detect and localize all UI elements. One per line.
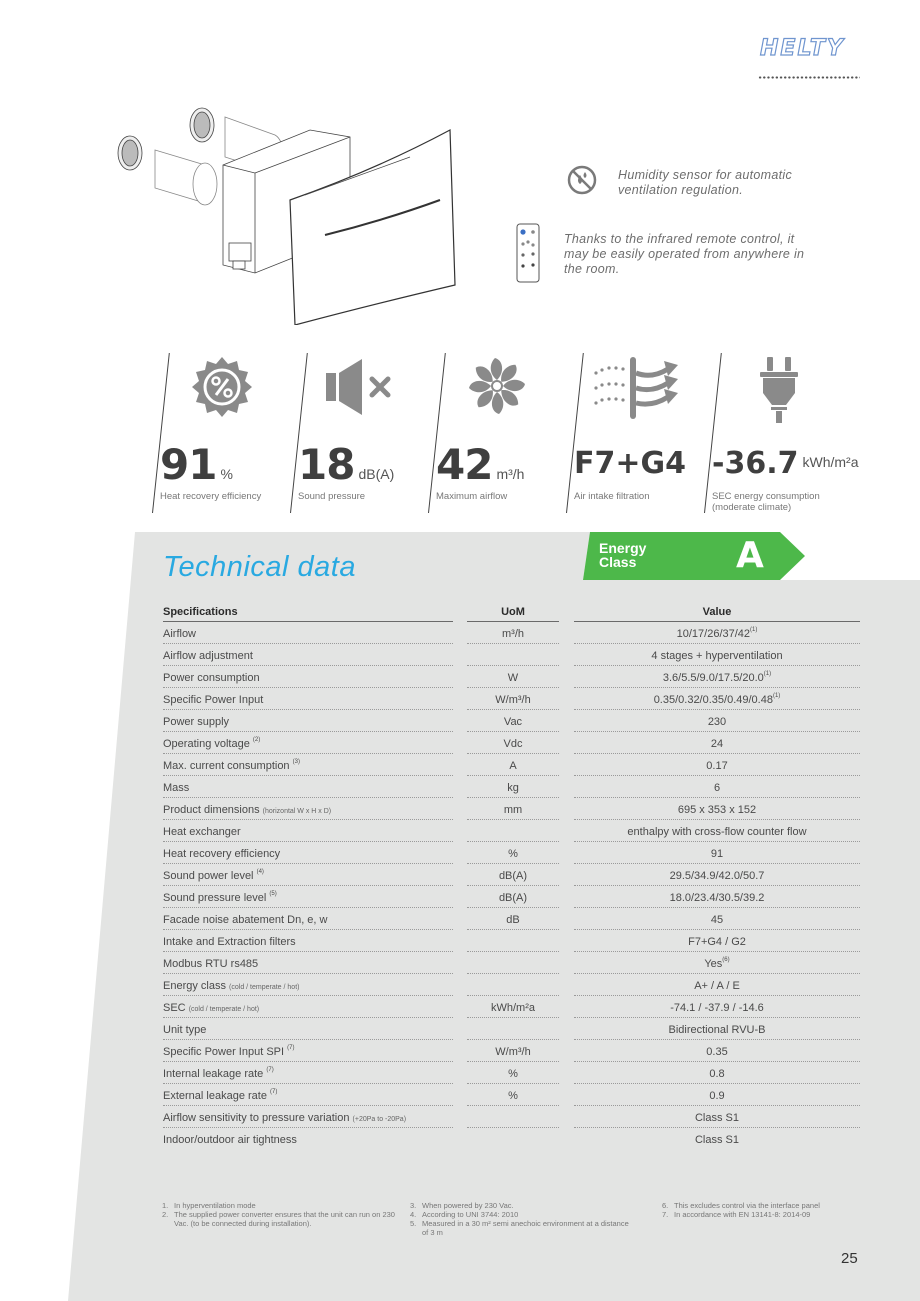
spec-value: 0.35 xyxy=(706,1045,728,1058)
footnote-ref: (6) xyxy=(722,956,730,963)
divider xyxy=(704,353,722,513)
spec-value: A+ / A / E xyxy=(694,979,740,992)
power-plug-icon xyxy=(756,355,802,427)
stat-value: 42 xyxy=(436,440,493,489)
uom-cell: m³/h xyxy=(467,622,559,644)
column-gap xyxy=(453,1128,467,1150)
table-row xyxy=(163,1084,860,1106)
value-cell xyxy=(574,1018,860,1040)
speaker-mute-icon xyxy=(322,355,398,419)
spec-value: Class S1 xyxy=(694,1134,740,1146)
spec-name: Heat recovery efficiency xyxy=(163,847,281,860)
spec-name-cell xyxy=(163,930,453,952)
value-cell xyxy=(574,886,860,908)
stat-unit: m³/h xyxy=(496,466,525,482)
header-specifications: Specifications xyxy=(163,602,453,622)
spec-value: enthalpy with cross-flow counter flow xyxy=(627,825,807,838)
column-gap xyxy=(559,798,574,820)
column-gap xyxy=(453,776,467,798)
uom-cell xyxy=(467,1106,559,1128)
divider xyxy=(428,353,446,513)
uom-cell: dB xyxy=(467,908,559,930)
footnotes-column-1 xyxy=(162,1201,397,1228)
spec-name-cell xyxy=(163,842,453,864)
energy-class-badge xyxy=(583,532,805,580)
spec-name: Specific Power Input xyxy=(163,693,264,706)
spec-value: Class S1 xyxy=(694,1111,740,1124)
table-row xyxy=(163,864,860,886)
feature-remote-control xyxy=(514,222,814,286)
column-gap xyxy=(559,864,574,886)
value-cell xyxy=(574,776,860,798)
column-gap xyxy=(453,952,467,974)
product-illustration xyxy=(105,95,475,325)
value-cell xyxy=(574,798,860,820)
column-gap xyxy=(559,776,574,798)
value-cell xyxy=(574,1084,860,1106)
spec-value: 0.9 xyxy=(709,1089,725,1102)
spec-name-cell xyxy=(163,974,453,996)
column-gap xyxy=(559,1128,574,1150)
footnote xyxy=(410,1219,630,1237)
table-row xyxy=(163,732,860,754)
stat-label: SEC energy consumption (moderate climate) xyxy=(712,491,820,513)
spec-name: Heat exchanger xyxy=(163,825,241,838)
column-gap xyxy=(453,1062,467,1084)
value-cell xyxy=(574,930,860,952)
uom-cell xyxy=(467,1018,559,1040)
stat-label: Air intake filtration xyxy=(574,491,650,502)
spec-name: Power supply xyxy=(163,715,230,728)
spec-name-cell xyxy=(163,1084,453,1106)
spec-name-cell xyxy=(163,908,453,930)
spec-value: -74.1 / -37.9 / -14.6 xyxy=(670,1001,764,1014)
footnote-number: 4. xyxy=(410,1210,417,1219)
uom-cell xyxy=(467,974,559,996)
footnote xyxy=(662,1201,862,1210)
spec-name: Operating voltage xyxy=(163,737,250,750)
column-gap xyxy=(453,908,467,930)
stat-unit: % xyxy=(220,466,233,482)
table-row xyxy=(163,820,860,842)
uom-cell: W/m³/h xyxy=(467,1040,559,1062)
percent-badge-icon xyxy=(190,355,254,419)
table-row xyxy=(163,1062,860,1084)
column-gap xyxy=(559,820,574,842)
footnote-number: 5. xyxy=(410,1219,417,1228)
divider xyxy=(566,353,584,513)
air-filter-icon xyxy=(592,355,682,421)
column-gap xyxy=(453,622,467,644)
spec-name-cell xyxy=(163,754,453,776)
uom-cell xyxy=(467,1128,559,1150)
spec-name-cell xyxy=(163,820,453,842)
column-gap xyxy=(559,602,574,622)
spec-name-cell xyxy=(163,996,453,1018)
table-header-row xyxy=(163,602,860,622)
section-title: Technical data xyxy=(163,551,356,583)
spec-name: Energy class xyxy=(163,979,226,992)
column-gap xyxy=(453,602,467,622)
uom-cell xyxy=(467,644,559,666)
value-cell xyxy=(574,952,860,974)
spec-name-cell xyxy=(163,952,453,974)
column-gap xyxy=(453,754,467,776)
header-value: Value xyxy=(574,602,860,622)
footnote-ref: (3) xyxy=(292,758,300,765)
column-gap xyxy=(453,842,467,864)
spec-name-cell xyxy=(163,798,453,820)
specifications-body xyxy=(163,622,860,1150)
column-gap xyxy=(559,1040,574,1062)
column-gap xyxy=(453,1018,467,1040)
logo-dotted-rule xyxy=(758,76,860,79)
spec-value: 45 xyxy=(710,913,724,926)
table-row xyxy=(163,952,860,974)
spec-name-cell xyxy=(163,886,453,908)
spec-name-cell xyxy=(163,1128,453,1150)
value-cell xyxy=(574,754,860,776)
footnote-ref: (1) xyxy=(763,670,772,677)
energy-class-value: A xyxy=(736,535,764,576)
footnote-text: This excludes control via the interface panel xyxy=(674,1201,820,1210)
column-gap xyxy=(559,886,574,908)
footnote xyxy=(410,1201,630,1210)
feature-text: Humidity sensor for automatic ventilation regulation. xyxy=(618,168,793,197)
spec-name: Max. current consumption xyxy=(163,759,290,772)
feature-humidity-sensor xyxy=(566,158,838,198)
spec-name: Power consumption xyxy=(163,671,260,684)
table-row xyxy=(163,908,860,930)
uom-cell: kg xyxy=(467,776,559,798)
uom-cell: W xyxy=(467,666,559,688)
helty-logo xyxy=(760,36,860,62)
column-gap xyxy=(559,1084,574,1106)
spec-name-cell xyxy=(163,732,453,754)
stat-value: -36.7 xyxy=(712,446,799,481)
divider xyxy=(152,353,170,513)
stat-label: Heat recovery efficiency xyxy=(160,491,262,502)
footnote-ref: (1) xyxy=(772,692,781,699)
stat-unit: dB(A) xyxy=(358,466,395,482)
value-cell xyxy=(574,622,860,644)
column-gap xyxy=(453,1084,467,1106)
uom-cell: mm xyxy=(467,798,559,820)
spec-name: Intake and Extraction filters xyxy=(163,935,296,948)
value-cell xyxy=(574,644,860,666)
uom-cell: % xyxy=(467,1062,559,1084)
table-row xyxy=(163,1128,860,1150)
uom-cell: Vdc xyxy=(467,732,559,754)
footnote-ref: (7) xyxy=(266,1066,274,1073)
value-cell xyxy=(574,820,860,842)
logo-text: HELTY xyxy=(760,36,845,61)
spec-value: 91 xyxy=(710,847,724,860)
column-gap xyxy=(559,1018,574,1040)
spec-name: Indoor/outdoor air tightness xyxy=(163,1134,297,1146)
remote-control-icon xyxy=(514,222,544,286)
value-cell xyxy=(574,1128,860,1150)
header-uom: UoM xyxy=(467,602,559,622)
energy-class-label xyxy=(599,541,646,569)
spec-name: Facade noise abatement Dn, e, w xyxy=(163,913,328,926)
column-gap xyxy=(559,622,574,644)
spec-name: Specific Power Input SPI xyxy=(163,1045,285,1058)
stat-value: 91 xyxy=(160,440,217,489)
value-cell xyxy=(574,1062,860,1084)
feature-text: Thanks to the infrared remote control, it may be easily operated from anywhere in the room. xyxy=(564,232,805,276)
spec-name-cell xyxy=(163,644,453,666)
footnote-text: When powered by 230 Vac. xyxy=(422,1201,514,1210)
value-cell xyxy=(574,996,860,1018)
footnote-text: Measured in a 30 m² semi anechoic environment at a distance of 3 m xyxy=(422,1219,629,1237)
spec-name-cell xyxy=(163,710,453,732)
footnote-number: 7. xyxy=(662,1210,669,1219)
spec-name-cell xyxy=(163,1018,453,1040)
column-gap xyxy=(559,908,574,930)
spec-value: 695 x 353 x 152 xyxy=(677,803,757,816)
footnote-ref: (7) xyxy=(270,1088,278,1095)
stat-label: Maximum airflow xyxy=(436,491,508,502)
column-gap xyxy=(559,1062,574,1084)
spec-name: Airflow xyxy=(163,627,197,640)
column-gap xyxy=(453,1040,467,1062)
spec-value: 6 xyxy=(713,781,721,794)
column-gap xyxy=(559,996,574,1018)
footnote xyxy=(662,1210,862,1219)
footnote-ref: (2) xyxy=(252,736,261,743)
spec-name: Mass xyxy=(163,781,190,794)
table-row xyxy=(163,776,860,798)
spec-note: (+20Pa to -20Pa) xyxy=(352,1115,407,1123)
footnotes-column-2 xyxy=(410,1201,630,1237)
table-row xyxy=(163,842,860,864)
footnote-number: 3. xyxy=(410,1201,417,1210)
table-row xyxy=(163,1018,860,1040)
page-number: 25 xyxy=(841,1250,858,1267)
spec-value: 24 xyxy=(710,737,724,750)
column-gap xyxy=(453,974,467,996)
spec-value: 0.8 xyxy=(709,1067,725,1080)
uom-cell: Vac xyxy=(467,710,559,732)
value-cell xyxy=(574,842,860,864)
spec-name: Modbus RTU rs485 xyxy=(163,957,259,970)
column-gap xyxy=(453,666,467,688)
spec-name-cell xyxy=(163,666,453,688)
footnote-text: In hyperventilation mode xyxy=(174,1201,256,1210)
table-row xyxy=(163,644,860,666)
stat-unit: kWh/m²a xyxy=(802,454,859,470)
column-gap xyxy=(453,886,467,908)
footnote-number: 1. xyxy=(162,1201,169,1210)
uom-cell: W/m³/h xyxy=(467,688,559,710)
table-row xyxy=(163,1106,860,1128)
value-cell xyxy=(574,908,860,930)
uom-cell xyxy=(467,952,559,974)
footnote-number: 6. xyxy=(662,1201,669,1210)
spec-name-cell xyxy=(163,1062,453,1084)
value-cell xyxy=(574,732,860,754)
column-gap xyxy=(559,666,574,688)
column-gap xyxy=(453,798,467,820)
footnote-text: The supplied power converter ensures that the unit can run on 230 Vac. (to be connected during installation). xyxy=(174,1210,395,1228)
humidity-sensor-icon xyxy=(566,158,598,198)
column-gap xyxy=(559,688,574,710)
column-gap xyxy=(453,930,467,952)
spec-note: (cold / temperate / hot) xyxy=(188,1005,260,1013)
table-row xyxy=(163,974,860,996)
spec-name: Sound pressure level xyxy=(163,891,267,904)
spec-value: 0.17 xyxy=(706,759,728,772)
value-cell xyxy=(574,666,860,688)
spec-note: (cold / temperate / hot) xyxy=(229,983,300,991)
column-gap xyxy=(559,710,574,732)
spec-value: 10/17/26/37/42 xyxy=(676,627,751,640)
value-cell xyxy=(574,974,860,996)
column-gap xyxy=(559,930,574,952)
spec-name-cell xyxy=(163,1040,453,1062)
table-row xyxy=(163,886,860,908)
spec-value: F7+G4 / G2 xyxy=(688,935,746,948)
spec-value: Bidirectional RVU-B xyxy=(668,1023,766,1036)
footnote-number: 2. xyxy=(162,1210,169,1219)
energy-label-line1: Energy xyxy=(599,540,647,556)
divider xyxy=(290,353,308,513)
spec-value: 3.6/5.5/9.0/17.5/20.0 xyxy=(662,671,764,684)
uom-cell: dB(A) xyxy=(467,886,559,908)
column-gap xyxy=(559,732,574,754)
spec-name: Internal leakage rate xyxy=(163,1067,264,1080)
key-stats xyxy=(0,345,920,520)
column-gap xyxy=(453,710,467,732)
energy-label-line2: Class xyxy=(599,554,637,570)
table-row xyxy=(163,754,860,776)
specifications-table xyxy=(163,602,860,1150)
uom-cell: dB(A) xyxy=(467,864,559,886)
uom-cell: % xyxy=(467,842,559,864)
spec-name: Sound power level xyxy=(163,869,254,882)
column-gap xyxy=(559,842,574,864)
spec-name-cell xyxy=(163,776,453,798)
table-row xyxy=(163,1040,860,1062)
spec-value: 0.35/0.32/0.35/0.49/0.48 xyxy=(653,693,773,706)
column-gap xyxy=(453,1106,467,1128)
stat-value: F7+G4 xyxy=(574,446,687,481)
column-gap xyxy=(453,820,467,842)
table-row xyxy=(163,666,860,688)
stat-value: 18 xyxy=(298,440,355,489)
footnote xyxy=(162,1210,397,1228)
value-cell xyxy=(574,1106,860,1128)
footnote-text: According to UNI 3744: 2010 xyxy=(422,1210,519,1219)
table-row xyxy=(163,622,860,644)
footnote xyxy=(162,1201,397,1210)
uom-cell: kWh/m²a xyxy=(467,996,559,1018)
spec-name: Airflow sensitivity to pressure variation xyxy=(163,1111,350,1124)
spec-value: 4 stages + hyperventilation xyxy=(651,649,783,662)
uom-cell xyxy=(467,820,559,842)
column-gap xyxy=(453,864,467,886)
footnote-text: In accordance with EN 13141-8: 2014-09 xyxy=(674,1210,811,1219)
column-gap xyxy=(559,644,574,666)
spec-value: 230 xyxy=(707,715,727,728)
spec-value: 29.5/34.9/42.0/50.7 xyxy=(669,869,765,882)
spec-note: (horizontal W x H x D) xyxy=(262,807,332,815)
table-row xyxy=(163,688,860,710)
spec-name-cell xyxy=(163,622,453,644)
spec-name-cell xyxy=(163,688,453,710)
value-cell xyxy=(574,688,860,710)
value-cell xyxy=(574,864,860,886)
column-gap xyxy=(559,1106,574,1128)
footnote-ref: (7) xyxy=(287,1044,295,1051)
table-row xyxy=(163,798,860,820)
column-gap xyxy=(453,688,467,710)
table-row xyxy=(163,710,860,732)
spec-name-cell xyxy=(163,864,453,886)
footnote-ref: (1) xyxy=(750,626,758,633)
spec-name: External leakage rate xyxy=(163,1089,267,1102)
footnote-ref: (4) xyxy=(256,868,264,875)
column-gap xyxy=(559,754,574,776)
uom-cell xyxy=(467,930,559,952)
column-gap xyxy=(559,952,574,974)
fan-icon xyxy=(466,355,528,417)
footnotes-column-3 xyxy=(662,1201,862,1219)
spec-name: Product dimensions xyxy=(163,803,260,816)
column-gap xyxy=(453,732,467,754)
spec-value: Yes xyxy=(704,957,723,970)
column-gap xyxy=(453,996,467,1018)
spec-name-cell xyxy=(163,1106,453,1128)
table-row xyxy=(163,930,860,952)
spec-value: 18.0/23.4/30.5/39.2 xyxy=(669,891,765,904)
uom-cell: % xyxy=(467,1084,559,1106)
value-cell xyxy=(574,1040,860,1062)
spec-name: Unit type xyxy=(163,1023,207,1036)
uom-cell: A xyxy=(467,754,559,776)
spec-name: SEC xyxy=(163,1001,186,1014)
stat-label: Sound pressure xyxy=(298,491,366,502)
column-gap xyxy=(453,644,467,666)
table-row xyxy=(163,996,860,1018)
column-gap xyxy=(559,974,574,996)
value-cell xyxy=(574,710,860,732)
footnote xyxy=(410,1210,630,1219)
footnote-ref: (5) xyxy=(269,890,277,897)
spec-name: Airflow adjustment xyxy=(163,649,253,662)
